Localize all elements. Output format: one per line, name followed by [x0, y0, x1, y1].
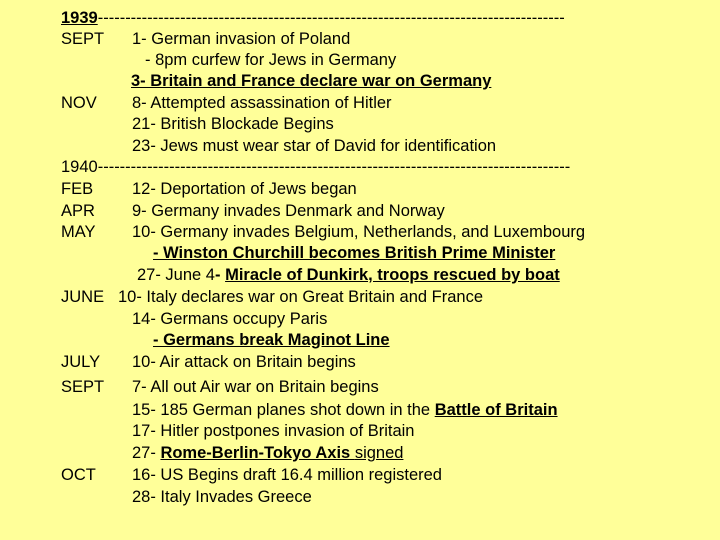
month-label-oct-1940: OCT: [61, 466, 96, 484]
event-sept-1: 1- German invasion of Poland: [132, 30, 351, 48]
event-dunkirk: [137, 265, 560, 285]
divider-dashes: -------------------------------------------------------------------------------------: [97, 9, 565, 27]
event-june-10: 10- Italy declares war on Great Britain and France: [118, 288, 484, 306]
month-label-nov-1939: NOV: [61, 94, 97, 112]
event-july-10: 10- Air attack on Britain begins: [132, 353, 356, 371]
axis-pact: Rome-Berlin-Tokyo Axis: [160, 444, 355, 462]
event-oct-16: 16- US Begins draft 16.4 million registered: [132, 466, 442, 484]
month-label-sept-1940: SEPT: [61, 378, 105, 396]
event-nov-8: 8- Attempted assassination of Hitler: [132, 94, 392, 112]
event-nov-23: 23- Jews must wear star of David for identification: [132, 137, 497, 155]
event-apr-9: 9- Germany invades Denmark and Norway: [132, 202, 445, 220]
event-sept-27-prefix: 27-: [132, 444, 161, 462]
month-label-apr-1940: APR: [61, 202, 95, 220]
event-june-14: 14- Germans occupy Paris: [132, 310, 328, 328]
event-may-10: 10- Germany invades Belgium, Netherlands, and Luxembourg: [132, 223, 586, 241]
event-sept-15: [132, 400, 558, 420]
event-sept-3: 3- Britain and France declare war on Germany: [131, 72, 492, 90]
event-maginot: - Germans break Maginot Line: [153, 331, 390, 349]
event-sept-7: 7- All out Air war on Britain begins: [132, 378, 379, 396]
event-dunkirk-text: Miracle of Dunkirk, troops rescued by boat: [225, 266, 560, 284]
month-label-feb-1940: FEB: [61, 180, 94, 198]
event-sept-15-text: 15- 185 German planes shot down in the: [132, 401, 435, 419]
month-label-may-1940: MAY: [61, 223, 96, 241]
month-label-july-1940: JULY: [61, 353, 101, 371]
event-feb-12: 12- Deportation of Jews began: [132, 180, 357, 198]
month-label-sept-1939: SEPT: [61, 30, 105, 48]
event-sept-27: [132, 443, 403, 463]
event-curfew: - 8pm curfew for Jews in Germany: [145, 51, 397, 69]
event-sept-27-signed: signed: [354, 444, 404, 462]
event-sept-17: 17- Hitler postpones invasion of Britain: [132, 422, 415, 440]
event-oct-28: 28- Italy Invades Greece: [132, 488, 312, 506]
event-dunkirk-dates: 27- June 4: [137, 266, 215, 284]
year-1940-header: 1940--------------------------------------------------------------------------------------: [61, 158, 571, 176]
event-churchill: - Winston Churchill becomes British Prime Minister: [153, 244, 556, 262]
month-label-june-1940: JUNE: [61, 288, 105, 306]
battle-of-britain: Battle of Britain: [434, 401, 558, 419]
event-dunkirk-dash: -: [214, 266, 226, 284]
year-1939-header: [61, 8, 565, 28]
year-1939: 1939: [61, 9, 98, 27]
event-nov-21: 21- British Blockade Begins: [132, 115, 334, 133]
